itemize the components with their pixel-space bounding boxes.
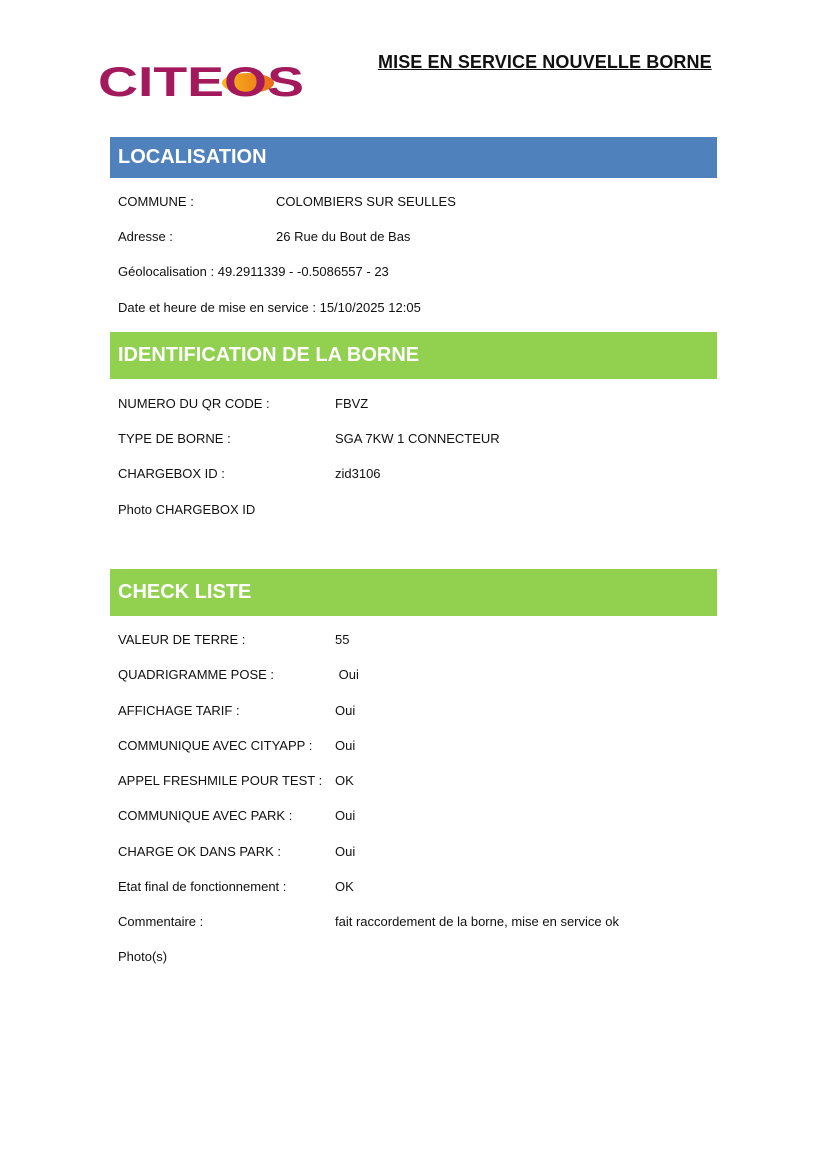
commune-value: COLOMBIERS SUR SEULLES xyxy=(276,194,456,209)
checklist-value: OK xyxy=(335,773,354,788)
identification-label: CHARGEBOX ID : xyxy=(118,466,225,481)
document-title: MISE EN SERVICE NOUVELLE BORNE xyxy=(378,52,712,72)
identification-value: zid3106 xyxy=(335,466,381,481)
identification-value: SGA 7KW 1 CONNECTEUR xyxy=(335,431,500,446)
checklist-value: Oui xyxy=(335,738,356,753)
checklist-value: Oui xyxy=(335,703,356,718)
identification-label: TYPE DE BORNE : xyxy=(118,431,231,446)
identification-value: FBVZ xyxy=(335,396,369,411)
identification-label: NUMERO DU QR CODE : xyxy=(118,396,270,411)
checklist-value: Oui xyxy=(335,808,356,823)
checklist-label: APPEL FRESHMILE POUR TEST : xyxy=(118,773,323,788)
identification-label: Photo CHARGEBOX ID xyxy=(118,502,256,517)
identification-header: IDENTIFICATION DE LA BORNE xyxy=(110,332,717,379)
citeos-logo xyxy=(96,58,308,106)
date-mise-en-service-text: Date et heure de mise en service : 15/10/2025 12:05 xyxy=(118,300,421,315)
checklist-value: Oui xyxy=(335,844,356,859)
checklist-header: CHECK LISTE xyxy=(110,569,717,616)
checklist-value: fait raccordement de la borne, mise en service ok xyxy=(335,914,619,929)
checklist-label: Etat final de fonctionnement : xyxy=(118,879,287,894)
checklist-label: Commentaire : xyxy=(118,914,204,929)
localisation-header: LOCALISATION xyxy=(110,137,717,178)
checklist-label: VALEUR DE TERRE : xyxy=(118,632,246,647)
checklist-label: COMMUNIQUE AVEC PARK : xyxy=(118,808,293,823)
checklist-label: Photo(s) xyxy=(118,949,168,964)
checklist-value: OK xyxy=(335,879,354,894)
checklist-value: 55 xyxy=(335,632,350,647)
adresse-value: 26 Rue du Bout de Bas xyxy=(276,229,411,244)
checklist-label: QUADRIGRAMME POSE : xyxy=(118,667,275,682)
checklist-label: COMMUNIQUE AVEC CITYAPP : xyxy=(118,738,313,753)
checklist-value: Oui xyxy=(335,667,359,682)
geolocalisation-text: Géolocalisation : 49.2911339 - -0.5086557 - 23 xyxy=(118,264,389,279)
commune-label: COMMUNE : xyxy=(118,194,194,209)
adresse-label: Adresse : xyxy=(118,229,173,244)
logo-text: CITEOS xyxy=(98,58,304,105)
checklist-label: CHARGE OK DANS PARK : xyxy=(118,844,282,859)
checklist-label: AFFICHAGE TARIF : xyxy=(118,703,240,718)
